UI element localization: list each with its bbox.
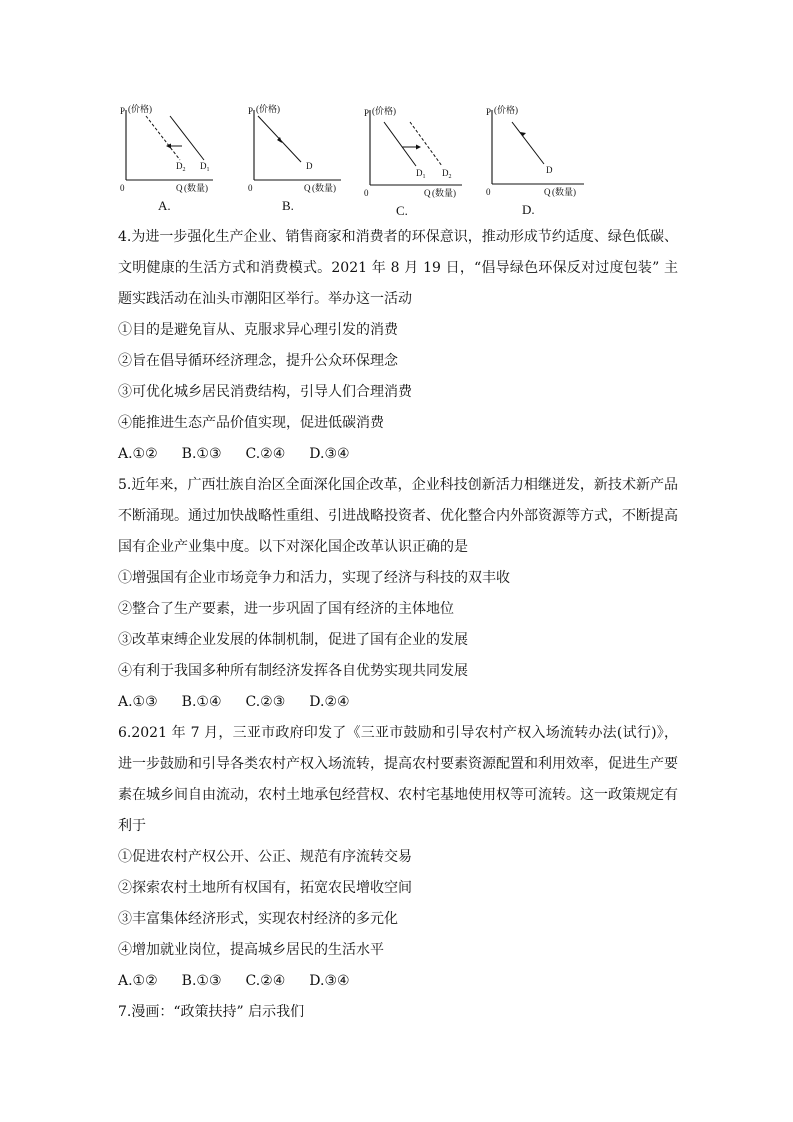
- q-unit: (数量): [432, 188, 456, 198]
- q4-stem: 4.为进一步强化生产企业、销售商家和消费者的环保意识，推动形成节约适度、绿色低碳、文明健康的生活方式和消费模式。2021 年 8 月 19 日，“倡导绿色环保反对过度包装” 主题实践活动在汕头市潮阳区举行。举办这一活动: [118, 229, 678, 307]
- q5-option-c: C.②③: [245, 694, 286, 710]
- demand-curve-d1: [384, 122, 416, 166]
- q5-option-a: A.①③: [118, 694, 158, 710]
- q4-item-4: ④能推进生态产品价值实现，促进低碳消费: [118, 415, 384, 431]
- graph-d: [484, 100, 594, 217]
- curve-label-d: D: [306, 161, 313, 171]
- p-unit: (价格): [128, 104, 152, 114]
- q-label: Q: [424, 188, 431, 198]
- q6-stem: 6.2021 年 7 月，三亚市政府印发了《三亚市鼓励和引导农村产权入场流转办法(试行)》，进一步鼓励和引导各类农村产权入场流转，提高农村要素资源配置和利用效率，促进生产要素在城乡间自由流动，农村土地承包经营权、农村宅基地使用权等可流转。这一政策规定有利于: [118, 725, 678, 834]
- q4-option-c: C.②④: [245, 446, 286, 462]
- p-unit: (价格): [256, 104, 280, 114]
- q5-option-b: B.①④: [181, 694, 222, 710]
- q4-item-2: ②旨在倡导循环经济理念，提升公众环保理念: [118, 353, 398, 369]
- arrow-head-icon: [277, 137, 282, 143]
- q5-stem: 5.近年来，广西壮族自治区全面深化国企改革，企业科技创新活力相继迸发，新技术新产品不断涌现。通过加快战略性重组、引进战略投资者、优化整合内外部资源等方式，不断提高国有企业产业集中度。以下对深化国企改革认识正确的是: [118, 477, 678, 555]
- curve-label-d1: $D_1$: [200, 161, 210, 173]
- q-label: Q: [304, 183, 311, 193]
- q5-item-1: ①增强国有企业市场竞争力和活力，实现了经济与科技的双丰收: [118, 570, 510, 586]
- demand-curve-d: [512, 122, 544, 164]
- question-text: [118, 222, 678, 1028]
- q5-options: [118, 687, 678, 718]
- p-label: P: [364, 108, 370, 118]
- q4-option-b: B.①③: [181, 446, 222, 462]
- graph-b-caption: B.: [282, 198, 294, 213]
- origin-label: 0: [364, 188, 369, 198]
- graph-a-caption: A.: [158, 198, 171, 213]
- q6-options: [118, 966, 678, 997]
- q-unit: (数量): [184, 183, 208, 193]
- p-label: P: [486, 107, 492, 117]
- graph-a-svg: [118, 100, 228, 195]
- curve-label-d2: $D_2$: [442, 168, 452, 180]
- q4-option-d: D.③④: [309, 446, 350, 462]
- curve-label-d2: $D_2$: [176, 161, 186, 173]
- q-label: Q: [176, 183, 183, 193]
- q7-stem: 7.漫画：“政策扶持” 启示我们: [118, 1004, 305, 1020]
- arrow-head-icon: [416, 145, 421, 150]
- p-label: P: [248, 106, 254, 116]
- q-unit: (数量): [312, 183, 336, 193]
- q4-item-1: ①目的是避免盲从、克服求异心理引发的消费: [118, 322, 398, 338]
- graph-b: [246, 100, 356, 213]
- demand-graphs: [118, 100, 598, 222]
- q5-item-2: ②整合了生产要素，进一步巩固了国有经济的主体地位: [118, 601, 454, 617]
- q4-option-a: A.①②: [118, 446, 158, 462]
- q6-item-3: ③丰富集体经济形式，实现农村经济的多元化: [118, 911, 398, 927]
- q6-item-4: ④增加就业岗位，提高城乡居民的生活水平: [118, 942, 384, 958]
- q5-item-4: ④有利于我国多种所有制经济发挥各自优势实现共同发展: [118, 663, 468, 679]
- demand-curve-d2: [410, 122, 442, 166]
- arrow-head-icon: [166, 144, 171, 149]
- curve-label-d: D: [546, 165, 553, 175]
- q6-option-b: B.①③: [181, 973, 222, 989]
- q6-option-d: D.③④: [309, 973, 350, 989]
- graph-c: [362, 100, 472, 218]
- graph-d-caption: D.: [522, 202, 535, 217]
- q4-options: [118, 439, 678, 470]
- q4-item-3: ③可优化城乡居民消费结构，引导人们合理消费: [118, 384, 412, 400]
- q6-item-2: ②探索农村土地所有权国有，拓宽农民增收空间: [118, 880, 412, 896]
- graph-c-caption: C.: [396, 203, 408, 218]
- graph-a: [118, 100, 228, 213]
- graph-c-svg: [362, 100, 472, 198]
- p-label: P: [120, 106, 126, 116]
- origin-label: 0: [248, 183, 253, 193]
- q6-option-c: C.②④: [245, 973, 286, 989]
- q6-option-a: A.①②: [118, 973, 158, 989]
- graph-d-svg: [484, 100, 594, 195]
- p-unit: (价格): [494, 105, 518, 115]
- q5-item-3: ③改革束缚企业发展的体制机制，促进了国有企业的发展: [118, 632, 468, 648]
- q5-option-d: D.②④: [309, 694, 350, 710]
- q-unit: (数量): [552, 187, 576, 197]
- origin-label: 0: [486, 187, 491, 197]
- q-label: Q: [544, 187, 551, 197]
- origin-label: 0: [120, 183, 125, 193]
- graph-b-svg: [246, 100, 356, 195]
- q6-item-1: ①促进农村产权公开、公正、规范有序流转交易: [118, 849, 412, 865]
- p-unit: (价格): [372, 106, 396, 116]
- curve-label-d1: $D_1$: [416, 168, 426, 180]
